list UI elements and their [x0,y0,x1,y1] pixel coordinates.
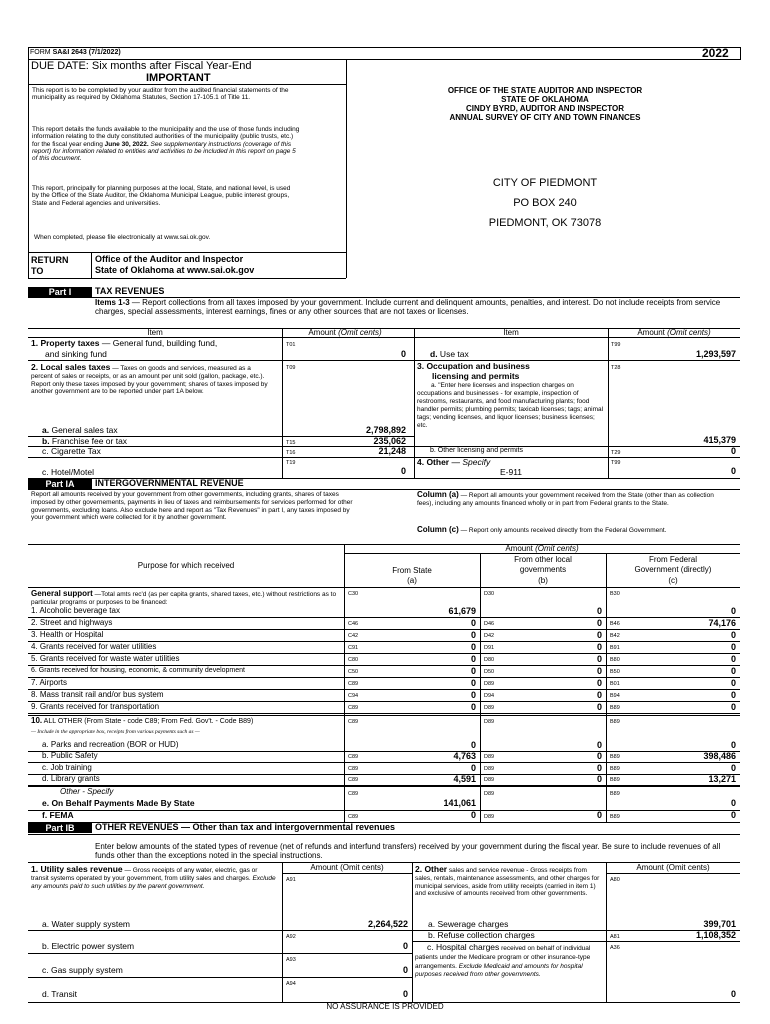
ia-row-code-a-4: C91 [348,645,359,651]
gas-supply-label: c. Gas supply system [42,965,123,975]
ia-subrow-code-b-2: D89 [484,754,495,760]
col-item-left: Item [147,328,163,337]
code-c89-other: C89 [348,791,359,797]
ia-row-code-c-3: B42 [610,633,620,639]
utility-sales-label [31,864,276,890]
part-1-label: Part I [28,287,92,297]
property-taxes-value[interactable]: 0 [400,349,406,359]
col-a-line-2: (a) [407,576,417,585]
ia-row-code-a-3: C42 [348,633,359,639]
ia-subrow-value-c-2[interactable]: 398,486 [703,751,736,761]
office-line-3: CINDY BYRD, AUDITOR AND INSPECTOR [465,104,625,113]
ia-row-value-b-9[interactable]: 0 [596,702,602,712]
ia-row-code-b-8: D94 [484,693,495,699]
occupation-title: 3. Occupation and business [417,361,530,371]
intro-2c: See supplementary instructions (coverage of this report) for information related to entities and activities to be included in this report on page 5 of this document. [32,140,296,163]
ia-row-label-4: 4. Grants received for water utilities [31,642,157,651]
return-address-line-2: State of Oklahoma at www.sai.ok.gov [95,265,255,275]
hospital-text: received on behalf of individual patients under the Medicare program or other insurance-type arrangements. [415,945,591,970]
local-sales-text: — Taxes on goods and services, measured as a percent of sales or receipts, or as an amount per unit sold (gallon, package, etc.). Report only these taxes imposed by your government; shares of taxes imposed by another government are to be reported under part 1A below. [31,365,268,396]
code-c89-fema: C89 [348,814,359,820]
ia-row-value-c-9[interactable]: 0 [730,702,736,712]
transit-label: d. Transit [42,989,77,999]
city-name: CITY OF PIEDMONT [492,177,598,189]
all-other-label [31,717,253,725]
col-amount-right-text: Amount [637,328,668,337]
ia-subrow-code-a-2: C89 [348,754,359,760]
ia-row-code-a-2: C46 [348,621,359,627]
due-date: DUE DATE: Six months after Fiscal Year-End [31,60,252,72]
d-label: d. [430,349,438,359]
transit-value[interactable]: 0 [402,989,408,999]
ia-row-code-a-8: C94 [348,693,359,699]
column-a-text: — Report all amounts your government received from the State (other than as collection fees), including any amounts financed wholly or in part from Federal grants to the State. [417,492,714,507]
code-t28: T28 [611,365,621,371]
col-b-line-1: From other local [514,555,572,564]
part-1a-label: Part IA [28,479,92,489]
code-a81: A81 [610,934,620,940]
general-support-bold: General support [31,589,93,598]
ia-subrow-label-1: a. Parks and recreation (BOR or HUD) [42,740,179,749]
sewerage-label: a. Sewerage charges [428,919,509,929]
ia-row-code-a-5: C80 [348,657,359,663]
col-a-line-1: From State [392,566,432,575]
part-1-instructions [95,299,735,316]
on-behalf-value[interactable]: 141,061 [443,798,476,808]
ia-subrow-code-a-4: C89 [348,777,359,783]
code-t99-use: T99 [611,342,621,348]
ia-row-value-c-4[interactable]: 0 [730,642,736,652]
utility-italic: Exclude any amounts paid to such utilities by the parent government. [31,874,276,890]
ia-row-label-8: 8. Mass transit rail and/or bus system [31,690,164,699]
ia-subrow-rule-2 [28,762,740,763]
gas-supply-value[interactable]: 0 [402,965,408,975]
code-d89-all: D89 [484,719,495,725]
ia-row-value-a-1[interactable]: 61,679 [448,606,476,616]
code-t99-other: T99 [611,460,621,466]
a-label: a. [42,425,50,435]
city-state-zip: PIEDMONT, OK 73078 [488,217,602,229]
ia-row-code-a-9: C89 [348,705,359,711]
col-c-line-1: From Federal [648,555,697,564]
water-supply-value[interactable]: 2,264,522 [367,919,408,929]
code-b30: B30 [610,591,620,597]
ia-row-value-a-5[interactable]: 0 [470,654,476,664]
ia-subrow-label-3: c. Job training [42,763,92,772]
file-electronically-note: When completed, please file electronically at www.sai.ok.gov. [34,234,211,241]
code-c30: C30 [348,591,359,597]
ia-row-label-2: 2. Street and highways [31,618,113,627]
utility-text: — Gross receipts of any water, electric, gas or transit systems operated by your government, from utility sales and charges. [31,867,258,882]
ia-row-label-3: 3. Health or Hospital [31,630,104,639]
ia-row-code-b-4: D91 [484,645,495,651]
ia-row-value-a-9[interactable]: 0 [470,702,476,712]
ia-row-code-c-6: B50 [610,669,620,675]
part-1b-instructions: Enter below amounts of the stated types of revenue (net of refunds and interfund transfers) received by your government during the fiscal year. Be sure to include revenues of all funds other than the exceptions noted in the special instructions. [95,842,721,860]
code-a80: A80 [610,877,620,883]
all-other-text: ALL OTHER (From State - code C89; From Fed. Gov't. - Code B89) [42,718,254,725]
ia-row-label-1: 1. Alcoholic beverage tax [31,606,120,615]
part-1b-amount-header-left: Amount (Omit cents) [310,863,384,872]
form-id [30,49,121,56]
ia-row-code-b-7: D89 [484,681,495,687]
purpose-header: Purpose for which received [137,561,235,570]
ia-subrow-code-b-3: D89 [484,766,495,772]
hotel-motel-label: c. Hotel/Motel [42,467,94,477]
sewerage-value[interactable]: 399,701 [703,919,736,929]
ia-subrow-value-b-4[interactable]: 0 [596,774,602,784]
general-sales-tax-value[interactable]: 2,798,892 [365,425,406,435]
ia-subrow-code-c-2: B89 [610,754,620,760]
fema-label: f. FEMA [42,810,74,820]
b-label: b. [42,436,50,446]
code-t15: T15 [286,440,296,446]
electric-power-label: b. Electric power system [42,941,135,951]
ia-row-value-a-6[interactable]: 0 [470,666,476,676]
ia-row-value-c-1[interactable]: 0 [730,606,736,616]
general-support-text: —Total amts rec'd (as per capita grants, shared taxes, etc.) without restrictions as to particular programs or purposes to be financed: [31,591,337,606]
ia-subrow-value-b-2[interactable]: 0 [596,751,602,761]
occupation-b-label: b. Other licensing and permits [430,447,523,454]
fema-value-c[interactable]: 0 [730,810,736,820]
ia-row-code-b-2: D46 [484,621,495,627]
ia-row-value-a-3[interactable]: 0 [470,630,476,640]
utility-bold: 1. Utility sales revenue [31,864,123,874]
ia-row-code-c-7: B01 [610,681,620,687]
water-supply-label: a. Water supply system [42,919,131,929]
col-amount-left [282,329,408,337]
code-a36: A36 [610,945,620,951]
ia-subrow-label-4: d. Library grants [42,774,100,783]
col-item-right: Item [503,328,519,337]
ia-row-value-b-4[interactable]: 0 [596,642,602,652]
include-note: — Include in the appropriate box, receipts from various payments such as — [31,729,200,735]
ia-subrow-code-c-3: B89 [610,766,620,772]
ia-subrow-code-b-4: D89 [484,777,495,783]
ia-row-value-b-3[interactable]: 0 [596,630,602,640]
return-to-label: RETURN TO [31,255,69,276]
property-taxes-bold: 1. Property taxes [31,338,100,348]
general-support-label [31,589,343,607]
ia-row-value-c-7[interactable]: 0 [730,678,736,688]
occupation-a-text: a. "Enter here licenses and inspection charges on occupations and businesses - for example, inspection of restrooms, restaurants, and food manufacturing plants; food handler permits; plumbing permits; taxicab licenses; tags; animal tags; vending licenses, and liquor licenses; business licenses; etc. [417,382,604,429]
form-date: (7/1/2022) [86,49,121,56]
ia-row-rule-6 [28,677,740,678]
occupation-title-2: licensing and permits [432,371,520,381]
code-t16: T16 [286,450,296,456]
ia-row-value-b-5[interactable]: 0 [596,654,602,664]
a-text: General sales tax [49,425,118,435]
ia-row-value-a-8[interactable]: 0 [470,690,476,700]
ia-row-value-c-8[interactable]: 0 [730,690,736,700]
b-text: Franchise fee or tax [49,436,128,446]
code-t01: T01 [286,342,296,348]
col-omit-left: (Omit cents) [338,328,382,337]
code-c89-all: C89 [348,719,359,725]
return-address-line-1: Office of the Auditor and Inspector [95,254,244,264]
all-other-bold: 10. [31,716,43,725]
ia-row-code-c-8: B94 [610,693,620,699]
office-line-4: ANNUAL SURVEY OF CITY AND TOWN FINANCES [449,113,641,122]
ia-subrow-code-c-4: B89 [610,777,620,783]
local-sales-taxes-label [31,362,271,396]
use-tax-label [430,350,469,359]
part-1b-amount-header-right: Amount (Omit cents) [636,863,710,872]
code-a91: A91 [286,877,296,883]
ia-subrow-value-a-3[interactable]: 0 [470,763,476,773]
use-tax-value[interactable]: 1,293,597 [695,349,736,359]
ia-row-code-b-9: D89 [484,705,495,711]
hospital-charges-label [415,942,603,980]
column-a-bold: Column (a) [417,490,459,499]
ia-row-value-c-3[interactable]: 0 [730,630,736,640]
amount-header [344,545,740,553]
d-text: Use tax [437,349,469,359]
ia-subrow-value-c-3[interactable]: 0 [730,763,736,773]
fema-value-b[interactable]: 0 [596,810,602,820]
code-b89-other: B89 [610,791,620,797]
franchise-fee-value[interactable]: 235,062 [373,436,406,446]
column-c-note [417,525,729,535]
code-a92: A92 [286,934,296,940]
ia-row-value-a-4[interactable]: 0 [470,642,476,652]
form-number: SA&I 2643 [52,49,87,56]
hospital-italic: Exclude Medicaid and amounts for hospital purposes received from other governments. [415,962,583,979]
code-t09: T09 [286,365,296,371]
form-prefix: FORM [30,49,53,56]
part-1a-title: INTERGOVERNMENTAL REVENUE [95,478,244,488]
electric-power-value[interactable]: 0 [402,941,408,951]
ia-row-label-6: 6. Grants received for housing, economic, & community development [31,667,245,674]
code-t19: T19 [286,460,296,466]
ia-row-value-b-7[interactable]: 0 [596,678,602,688]
ia-row-value-b-8[interactable]: 0 [596,690,602,700]
amount-header-omit: (Omit cents) [535,544,579,553]
ia-row-value-a-2[interactable]: 0 [470,618,476,628]
intro-paragraph-3: This report, principally for planning purposes at the local, State, and national level, is used by the Office of the State Auditor, the Oklahoma Municipal League, public interest groups, State and Federal agencies and universities. [32,185,291,207]
ia-row-value-c-2[interactable]: 74,176 [708,618,736,628]
column-a-note [417,490,729,508]
ia-row-value-c-5[interactable]: 0 [730,654,736,664]
code-b89-all: B89 [610,719,620,725]
occupation-a-value[interactable]: 415,379 [703,435,736,445]
other-specify-label: Other - Specify [60,787,114,796]
ia-subrow-value-c-1[interactable]: 0 [730,740,736,750]
ia-row-code-b-5: D80 [484,657,495,663]
hospital-bold: c. Hospital charges [427,942,500,952]
ia-subrow-value-a-1[interactable]: 0 [470,740,476,750]
fema-value-a[interactable]: 0 [470,810,476,820]
code-t29: T29 [611,450,621,456]
col-amount-right [608,329,740,337]
ia-rule-all-other [28,715,740,716]
col-omit-right: (Omit cents) [667,328,711,337]
ia-subrow-value-b-3[interactable]: 0 [596,763,602,773]
ia-row-code-c-5: B80 [610,657,620,663]
po-box: PO BOX 240 [513,197,577,209]
ia-subrow-value-a-4[interactable]: 4,591 [453,774,476,784]
code-b89-fema: B89 [610,814,620,820]
col-c-line-2: Government (directly) [634,565,712,574]
ia-row-label-7: 7. Airports [31,678,68,687]
ia-row-rule-1 [28,617,740,618]
on-behalf-label: e. On Behalf Payments Made By State [42,798,195,808]
property-taxes-label [31,339,217,348]
ia-subrow-value-c-4[interactable]: 13,271 [708,774,736,784]
code-d89-other: D89 [484,791,495,797]
local-sales-bold: 2. Local sales taxes [31,362,111,372]
code-a94: A94 [286,981,296,987]
other-tax-label [417,458,490,467]
ia-row-code-b-3: D42 [484,633,495,639]
intro-2a: This report details the funds available to the municipality and the use of those funds including information relating to the duty constituted authorities of the municipality (public trusts, etc.) for the fiscal year ending [32,126,300,148]
ia-row-code-a-7: C89 [348,681,359,687]
code-d30: D30 [484,591,495,597]
ia-row-code-b-6: D50 [484,669,495,675]
column-c-text: — Report only amounts received directly from the Federal Government. [458,527,667,534]
ia-rule-before-other [28,786,740,787]
ia-subrow-code-a-3: C89 [348,766,359,772]
ia-row-code-c-4: B91 [610,645,620,651]
ia-row-rule-5 [28,665,740,666]
property-taxes-text: — General fund, building fund, [99,338,218,348]
other-bold: 4. Other [417,457,450,467]
items-1-3: Items 1-3 [95,298,130,307]
other-sales-bold: 2. Other [415,864,448,874]
col-b-line-2: governments [519,565,567,574]
part-1-title: TAX REVENUES [95,286,165,296]
refuse-label: b. Refuse collection charges [428,930,535,940]
intro-paragraph-1: This report is to be completed by your auditor from the audited financial statements of the municipality as required by Oklahoma Statutes, Section 17-105.1 of Title 11. [32,87,289,102]
office-line-2: STATE OF OKLAHOMA [501,95,589,104]
footer-disclaimer: NO ASSURANCE IS PROVIDED [326,1002,444,1011]
office-line-1: OFFICE OF THE STATE AUDITOR AND INSPECTOR [447,86,643,95]
amount-header-text: Amount [505,544,536,553]
part-1a-instructions: Report all amounts received by your government from other governments, including grants, shares of taxes imposed by other governements, payments in lieu of taxes and reimbursements for services performed for other governments, excluding loans. Also exclude here and report as "Tax Revenues" in part I, any taxes imposed by your government which were collected for it by another government. [31,491,353,522]
ia-subrow-value-b-1[interactable]: 0 [596,740,602,750]
ia-row-code-a-6: C50 [348,669,359,675]
occupation-b-value[interactable]: 0 [730,446,736,456]
refuse-value[interactable]: 1,108,352 [695,930,736,940]
ia-row-code-c-2: B46 [610,621,620,627]
property-taxes-line-2: and sinking fund [45,349,107,359]
part-1b-title: OTHER REVENUES — Other than tax and intergovernmental revenues [95,822,396,832]
ia-row-code-c-9: B89 [610,705,620,711]
other-sales-label [415,864,603,898]
code-d89-fema: D89 [484,814,495,820]
hospital-value[interactable]: 0 [730,989,736,999]
ia-row-value-b-2[interactable]: 0 [596,618,602,628]
general-sales-tax-label [42,426,118,435]
ia-row-label-9: 9. Grants received for transportation [31,702,160,711]
other-sales-text: sales and service revenue - Gross receipts from sales, rentals, maintenance assessments, and other charges for municipal services, aside from utility receipts (carried in item 1) and exclusive of amounts received from other governments. [415,867,600,898]
other-tax-value[interactable]: 0 [730,466,736,476]
form-year: 2022 [702,46,729,60]
ia-row-rule-2 [28,629,740,630]
part-1b-label: Part IB [28,823,92,833]
on-behalf-value-c[interactable]: 0 [730,798,736,808]
intro-paragraph-2 [32,126,302,162]
cigarette-tax-label: c. Cigarette Tax [42,446,101,456]
col-amount-left-text: Amount [308,328,339,337]
ia-row-value-a-7[interactable]: 0 [470,678,476,688]
ia-row-value-b-6[interactable]: 0 [596,666,602,676]
important-heading: IMPORTANT [146,72,211,84]
other-specify: — Specify [449,457,491,467]
intro-2-date: June 30, 2022. [104,140,149,148]
column-c-bold: Column (c) [417,525,459,534]
ia-row-rule-9 [28,713,740,714]
ia-row-label-5: 5. Grants received for waste water utilities [31,654,180,663]
items-text: — Report collections from all taxes imposed by your government. Include current and delinquent amounts, penalties, and interest. Do not include receipts from service charges, special assessments, interest earnings, fines or any other sources that are not taxes or licenses. [95,298,721,316]
ia-subrow-value-a-2[interactable]: 4,763 [453,751,476,761]
col-b-line-3: (b) [538,576,548,585]
code-a93: A93 [286,957,296,963]
ia-row-value-b-1[interactable]: 0 [596,606,602,616]
ia-row-value-c-6[interactable]: 0 [730,666,736,676]
hotel-motel-value[interactable]: 0 [400,466,406,476]
col-c-line-3: (c) [668,576,678,585]
cigarette-tax-value[interactable]: 21,248 [378,446,406,456]
other-tax-name: E-911 [499,467,523,477]
franchise-fee-label [42,437,127,446]
ia-subrow-label-2: b. Public Safety [42,751,98,760]
